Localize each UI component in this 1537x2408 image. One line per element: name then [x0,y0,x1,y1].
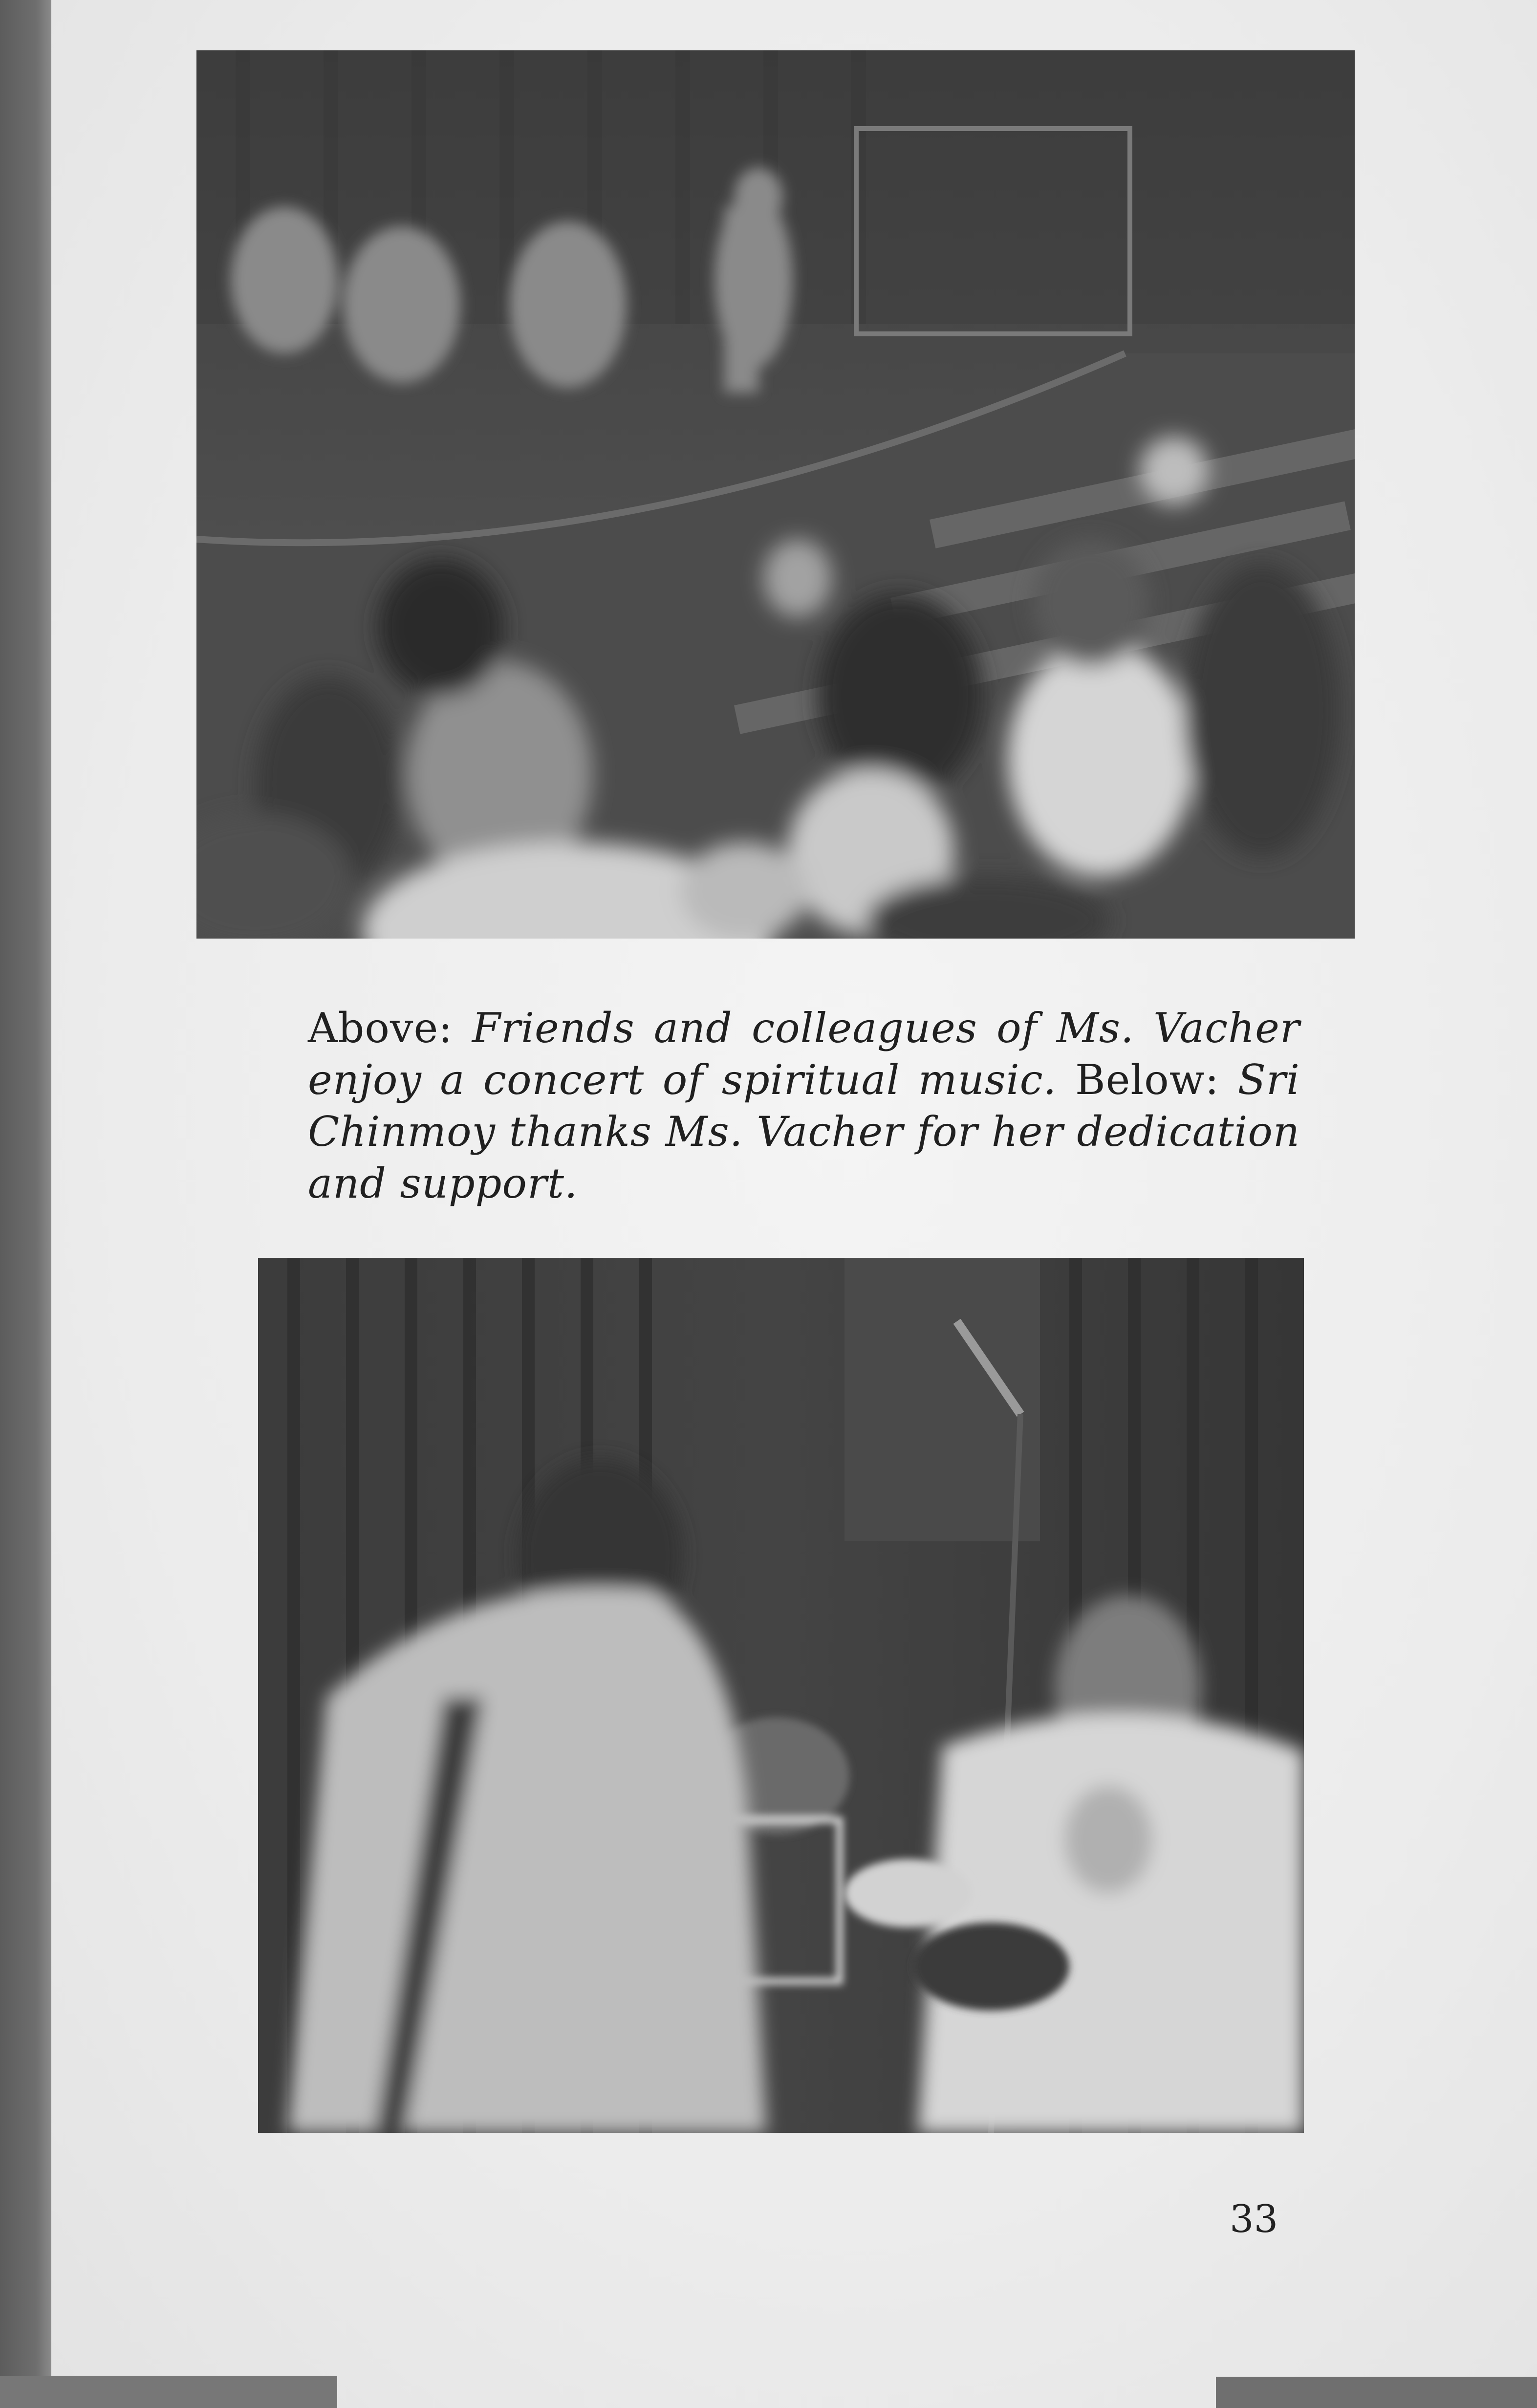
caption-below-text: Sri Chinmoy thanks Ms. Vacher for her dedication and support. [308,1056,1300,1207]
book-spine-shadow [0,0,51,2408]
caption-below-label: Below: [1075,1056,1219,1104]
concert-audience-photo [196,50,1355,939]
photo-caption [308,1002,1300,1209]
caption-above-label: Above: [308,1004,453,1052]
scan-edge-bottom-left [0,2376,337,2408]
page-number: 33 [1230,2197,1278,2241]
handshake-photo [258,1258,1304,2133]
scan-edge-bottom-right [1216,2377,1537,2408]
caption-above-text: Friends and colleagues of Ms. Vacher enjoy a concert of spiritual music. [308,1004,1300,1104]
